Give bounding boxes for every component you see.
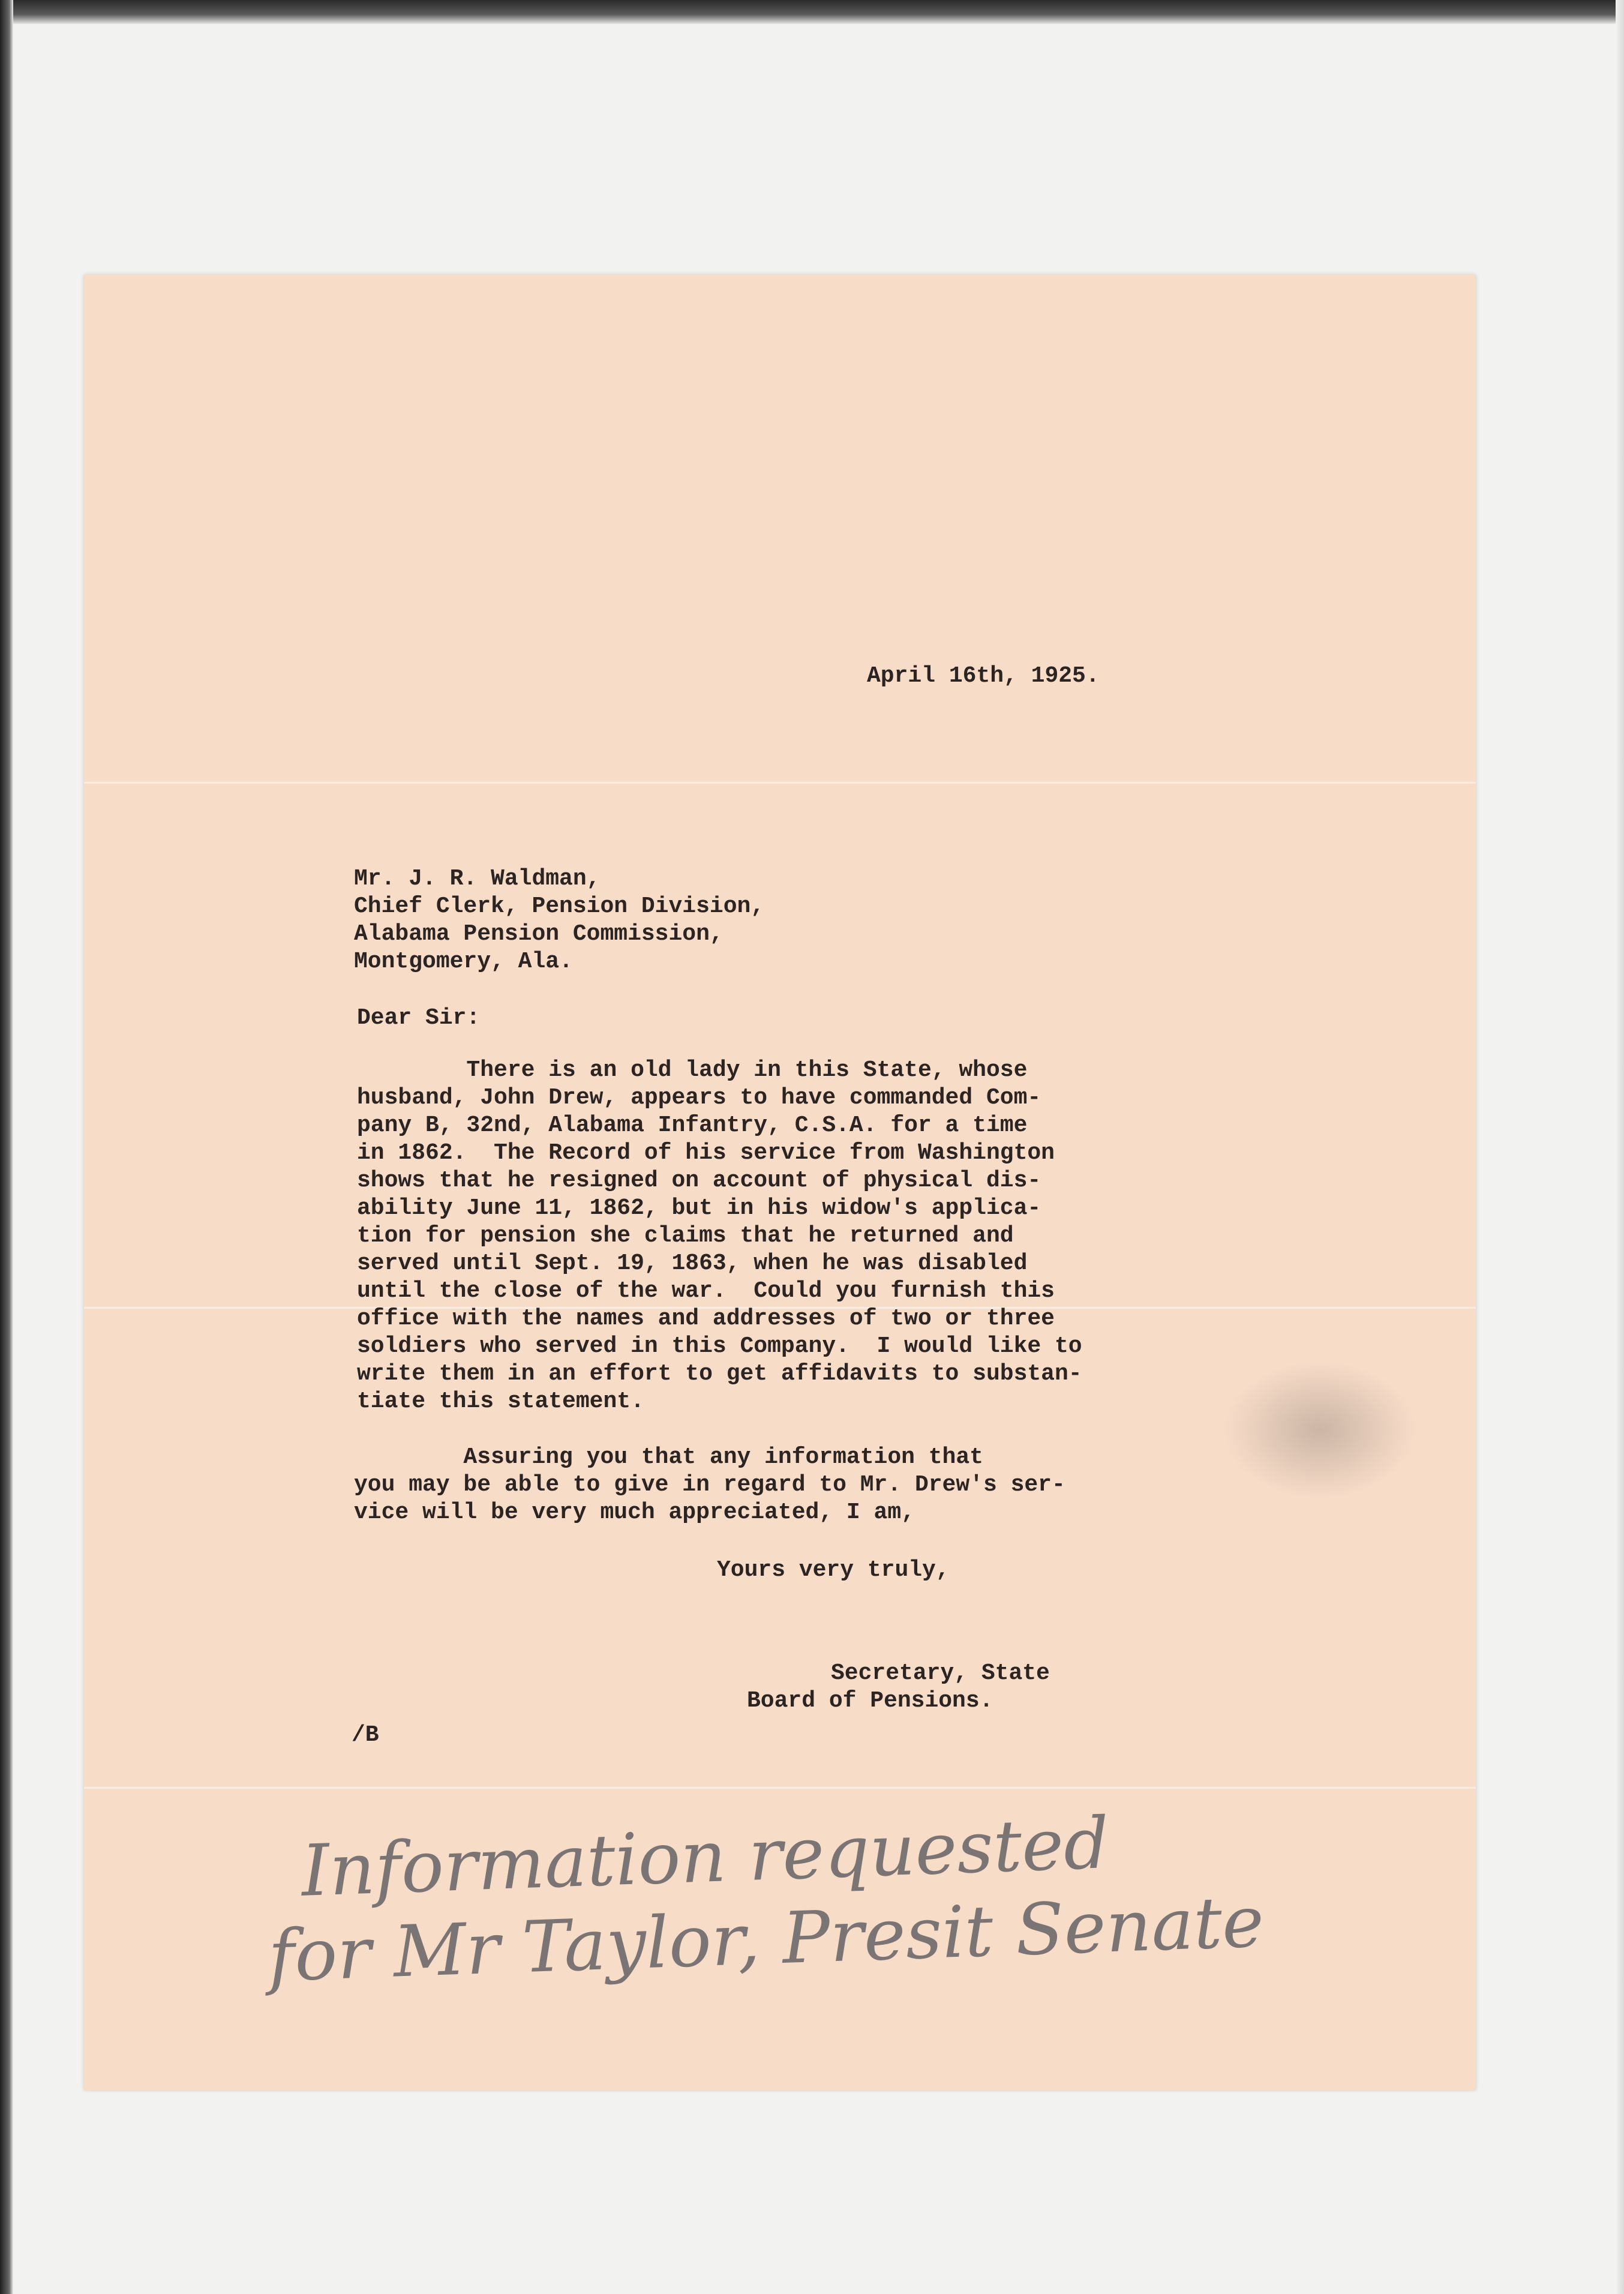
recipient-title: Chief Clerk, Pension Division, — [354, 893, 765, 919]
fold-crease — [84, 782, 1476, 784]
body-line: office with the names and addresses of two or three — [357, 1306, 1055, 1332]
body-line: tiate this statement. — [357, 1389, 644, 1414]
closing: Yours very truly, — [717, 1557, 950, 1583]
body-line: you may be able to give in regard to Mr. Drew's ser- — [354, 1472, 1065, 1498]
body-line: pany B, 32nd, Alabama Infantry, C.S.A. for a time — [357, 1112, 1028, 1138]
letter-date: April 16th, 1925. — [867, 663, 1100, 689]
ink-smudge — [1224, 1361, 1416, 1499]
scanner-edge-right — [1616, 0, 1624, 2294]
signature-block — [747, 1660, 1050, 1715]
body-line: until the close of the war. Could you furnish this — [357, 1278, 1055, 1304]
body-line: shows that he resigned on account of physical dis- — [357, 1168, 1041, 1194]
fold-crease — [84, 1787, 1476, 1789]
signature-line-2: Board of Pensions. — [747, 1688, 993, 1714]
body-line: soldiers who served in this Company. I would like to — [357, 1333, 1082, 1359]
recipient-address — [354, 865, 764, 976]
body-paragraph-1 — [357, 1057, 1082, 1416]
body-line: served until Sept. 19, 1863, when he was disabled — [357, 1251, 1028, 1276]
body-line: There is an old lady in this State, whose — [357, 1057, 1028, 1083]
handwritten-note — [266, 1791, 1397, 1998]
scanner-edge-top — [0, 0, 1624, 24]
scanner-edge-left — [0, 0, 13, 2294]
recipient-city: Montgomery, Ala. — [354, 949, 573, 974]
body-line: write them in an effort to get affidavits to substan- — [357, 1361, 1082, 1387]
signature-line-1: Secretary, State — [831, 1660, 1050, 1686]
body-line: ability June 11, 1862, but in his widow's applica- — [357, 1195, 1041, 1221]
typist-initials: /B — [352, 1722, 379, 1748]
body-line: vice will be very much appreciated, I am, — [354, 1500, 915, 1525]
recipient-organization: Alabama Pension Commission, — [354, 921, 724, 947]
salutation: Dear Sir: — [357, 1005, 481, 1031]
body-paragraph-2 — [354, 1444, 1065, 1527]
body-line: tion for pension she claims that he returned and — [357, 1223, 1014, 1249]
recipient-name: Mr. J. R. Waldman, — [354, 866, 601, 892]
letter-sheet — [84, 275, 1476, 2090]
body-line: husband, John Drew, appears to have commanded Com- — [357, 1085, 1041, 1111]
body-line: in 1862. The Record of his service from Washington — [357, 1140, 1055, 1166]
handwritten-line-2: for Mr Taylor, Presit Senate — [266, 1880, 1266, 1998]
body-line: Assuring you that any information that — [354, 1444, 983, 1470]
handwritten-line-1: Information requested — [300, 1801, 1110, 1912]
